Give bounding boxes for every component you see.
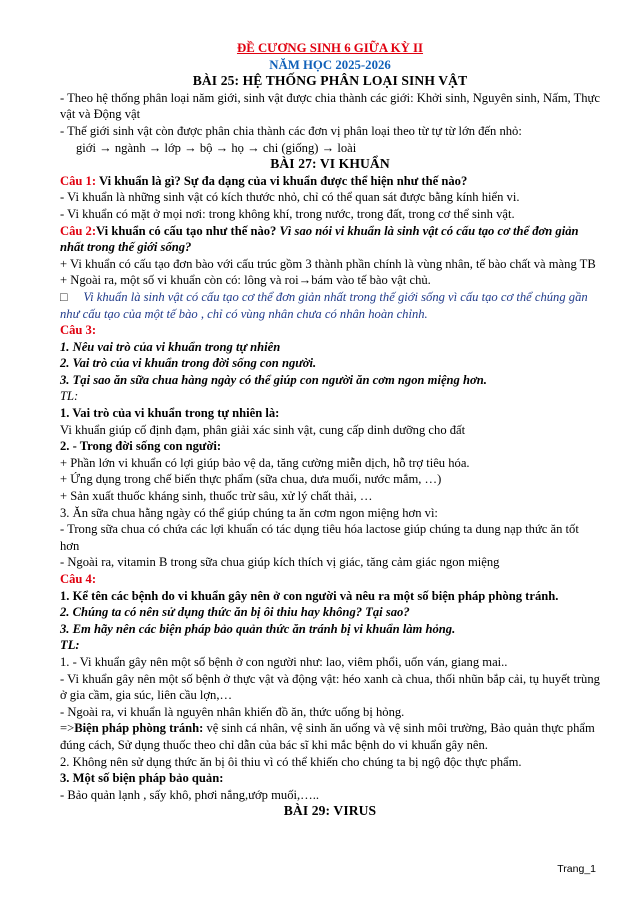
- question-4-item-2: 2. Chúng ta có nên sử dụng thức ăn bị ôi thiu hay không? Tại sao?: [60, 605, 410, 620]
- answer-2-line-2: + Ngoài ra, một số vi khuẩn còn có: lông và roi→bám vào tế bào vật chủ.: [60, 273, 431, 288]
- prevention-text: vệ sinh cá nhân, vệ sinh ăn uống và vệ sinh môi trường, Bảo quản thực phẩm đúng cách, Sử dụng thuốc theo chỉ dẫn của bác sĩ khi mắc bệnh do vi khuẩn gây nên.: [60, 721, 595, 752]
- question-4-item-3: 3. Em hãy nên các biện pháp bảo quản thức ăn tránh bị vi khuẩn làm hỏng.: [60, 621, 456, 636]
- answer-4-line-1: 1. - Vi khuẩn gây nên một số bệnh ở con người như: lao, viêm phổi, uốn ván, giang mai..: [60, 654, 508, 669]
- question-3-item-2: 2. Vai trò của vi khuẩn trong đời sống con người.: [60, 356, 317, 371]
- answer-label: TL:: [60, 389, 79, 404]
- answer-4-line-6: - Bảo quản lạnh , sấy khô, phơi nắng,ướp muối,…..: [60, 787, 320, 802]
- answer-4-prevention: [60, 720, 600, 753]
- answer-3-line-1: Vi khuẩn giúp cố định đạm, phân giải xác sinh vật, cung cấp dinh dưỡng cho đất: [60, 422, 466, 437]
- question-4-item-1: 1. Kể tên các bệnh do vi khuẩn gây nên ở con người và nêu ra một số biện pháp phòng tránh.: [60, 588, 559, 603]
- answer-3-line-2: + Phần lớn vi khuẩn có lợi giúp bảo vệ da, tăng cường miễn dịch, hỗ trợ tiêu hóa.: [60, 455, 470, 470]
- lesson-27-heading: BÀI 27: VI KHUẨN: [270, 156, 390, 172]
- answer-3-line-6: - Trong sữa chua có chứa các lợi khuẩn có tác dụng tiêu hóa lactose giúp chúng ta dung nạp thức ăn tốt hơn: [60, 522, 579, 553]
- prevention-label: Biện pháp phòng tránh:: [74, 721, 204, 736]
- taxonomy-ranks: giới → ngành → lớp → bộ → họ → chi (giống) → loài: [76, 140, 357, 155]
- question-3-item-3: 3. Tại sao ăn sữa chua hàng ngày có thể giúp con người ăn cơm ngon miệng hơn.: [60, 372, 487, 387]
- answer-label-2: TL:: [60, 638, 80, 653]
- lesson-25-line-2: - Thế giới sinh vật còn được phân chia thành các đơn vị phân loại theo từ tự từ lớn đến nhỏ:: [60, 123, 522, 138]
- answer-1-line-2: - Vi khuẩn có mặt ở mọi nơi: trong không khí, trong nước, trong đất, trong cơ thể sinh vật.: [60, 206, 515, 221]
- checkbox-bullet-icon: □: [60, 289, 68, 304]
- answer-3-heading-2: 2. - Trong đời sống con người:: [60, 439, 222, 454]
- school-year: NĂM HỌC 2025-2026: [269, 57, 391, 72]
- arrow-prefix: =>: [60, 721, 75, 736]
- question-3-item-1: 1. Nêu vai trò của vi khuẩn trong tự nhiên: [60, 339, 281, 354]
- answer-2-line-1: + Vi khuẩn có cấu tạo đơn bào với cấu trúc gồm 3 thành phần chính là vùng nhân, tế bào chất và màng TB: [60, 256, 596, 271]
- answer-4-heading-3: 3. Một số biện pháp bảo quản:: [60, 771, 224, 786]
- question-4-label: Câu 4:: [60, 572, 97, 586]
- lesson-29-heading: BÀI 29: VIRUS: [283, 803, 377, 819]
- answer-3-line-7: - Ngoài ra, vitamin B trong sữa chua giúp kích thích vị giác, tăng cảm giác ngon miệng: [60, 555, 500, 570]
- question-1-text: Vi khuẩn là gì? Sự đa dạng của vi khuẩn được thể hiện như thế nào?: [96, 173, 468, 188]
- question-2-label: Câu 2:: [60, 223, 97, 238]
- question-1: [60, 173, 600, 190]
- question-2-text: Vi khuẩn có cấu tạo như thế nào?: [96, 223, 280, 238]
- question-2: [60, 223, 600, 256]
- lesson-25-heading: BÀI 25: HỆ THỐNG PHÂN LOẠI SINH VẬT: [192, 73, 468, 89]
- question-1-label: Câu 1:: [60, 173, 97, 188]
- answer-4-line-2: - Vi khuẩn gây nên một số bệnh ở thực vật và động vật: héo xanh cà chua, thối nhũn bắp cải, tụ huyết trùng ở gia cầm, gia súc, liên cầu lợn,…: [60, 671, 600, 703]
- answer-3-line-4: + Sản xuất thuốc kháng sinh, thuốc trừ sâu, xử lý chất thải, …: [60, 489, 373, 504]
- document-title: ĐỀ CƯƠNG SINH 6 GIỮA KỲ II: [236, 41, 424, 55]
- answer-3-line-3: + Ứng dụng trong chế biến thực phẩm (sữa chua, dưa muối, nước mắm, …): [60, 472, 442, 487]
- answer-4-line-3: - Ngoài ra, vi khuẩn là nguyên nhân khiến đồ ăn, thức uống bị hỏng.: [60, 704, 405, 719]
- answer-2-conclusion-text: Vi khuẩn là sinh vật có cấu tạo cơ thể đơn giản nhất trong thế giới sống vì cấu tạo cơ thể chúng gần như cấu tạo của một tế bào , chỉ có vùng nhân chưa có nhân hoàn chỉnh.: [60, 289, 588, 321]
- answer-2-conclusion: [60, 289, 600, 322]
- page-number: Trang_1: [557, 863, 596, 875]
- question-3-label: Câu 3:: [60, 323, 97, 338]
- question-2-italic: Vì sao nói vi khuẩn là sinh vật có cấu tạo cơ thể đơn giản nhất trong thế giới sống?: [60, 223, 579, 255]
- lesson-25-line-1: - Theo hệ thống phân loại năm giới, sinh vật được chia thành các giới: Khởi sinh, Nguyên sinh, Nấm, Thực vật và Động vật: [60, 90, 600, 122]
- answer-4-line-5: 2. Không nên sử dụng thức ăn bị ôi thiu vì có thể khiến cho chúng ta bị ngộ độc thực phẩm.: [60, 754, 522, 769]
- answer-1-line-1: - Vi khuẩn là những sinh vật có kích thước nhỏ, chỉ có thể quan sát được bằng kính hiển vi.: [60, 190, 520, 205]
- answer-3-heading-1: 1. Vai trò của vi khuẩn trong tự nhiên là:: [60, 406, 280, 421]
- answer-3-line-5: 3. Ăn sữa chua hằng ngày có thể giúp chúng ta ăn cơm ngon miệng hơn vì:: [60, 505, 438, 520]
